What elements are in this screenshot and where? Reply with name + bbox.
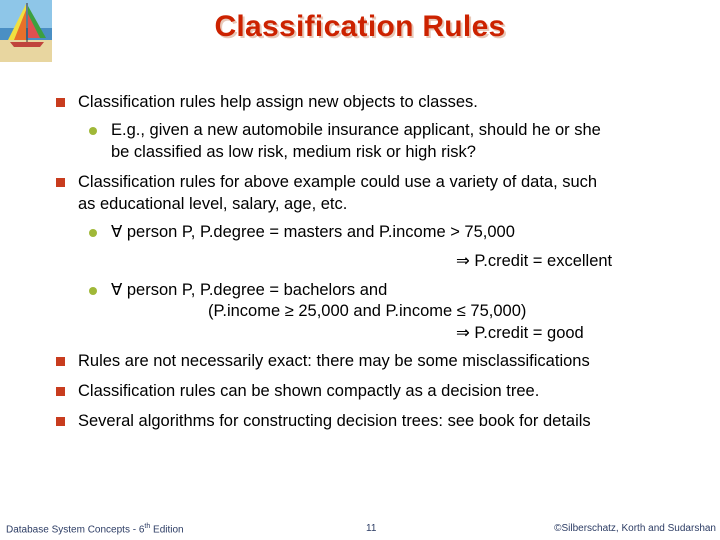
footer-right: ©Silberschatz, Korth and Sudarshan: [554, 523, 716, 534]
bullet-text: Rules are not necessarily exact: there may be some misclassifications: [78, 352, 590, 370]
footer-left: [6, 523, 184, 535]
square-bullet: [56, 98, 65, 107]
rule-conclusion: ⇒ P.credit = good: [456, 324, 584, 342]
slide-title: Classification Rules: [214, 10, 506, 43]
square-bullet: [56, 417, 65, 426]
rule-condition: (P.income ≥ 25,000 and P.income ≤ 75,000): [208, 302, 527, 320]
square-bullet: [56, 178, 65, 187]
rule-text: ∀ person P, P.degree = bachelors and: [111, 281, 388, 299]
bullet-text: Several algorithms for constructing decision trees: see book for details: [78, 412, 591, 430]
footer-left-suffix: Edition: [150, 524, 184, 536]
square-bullet: [56, 357, 65, 366]
bullet-text: as educational level, salary, age, etc.: [78, 195, 348, 213]
round-bullet: [89, 229, 97, 237]
round-bullet: [89, 287, 97, 295]
round-bullet: [89, 127, 97, 135]
page-number: 11: [366, 523, 377, 534]
rule-conclusion: ⇒ P.credit = excellent: [456, 252, 613, 270]
square-bullet: [56, 387, 65, 396]
bullet-text: Classification rules can be shown compactly as a decision tree.: [78, 382, 540, 400]
footer-left-sup: th: [144, 523, 151, 530]
bullet-text: Classification rules for above example could use a variety of data, such: [78, 173, 598, 191]
sub-bullet-text: E.g., given a new automobile insurance applicant, should he or she: [111, 121, 601, 139]
footer-left-prefix: Database System Concepts - 6: [6, 524, 145, 536]
sub-bullet-text: be classified as low risk, medium risk or high risk?: [111, 143, 476, 161]
bullet-text: Classification rules help assign new objects to classes.: [78, 93, 478, 111]
rule-text: ∀ person P, P.degree = masters and P.income > 75,000: [111, 223, 515, 241]
